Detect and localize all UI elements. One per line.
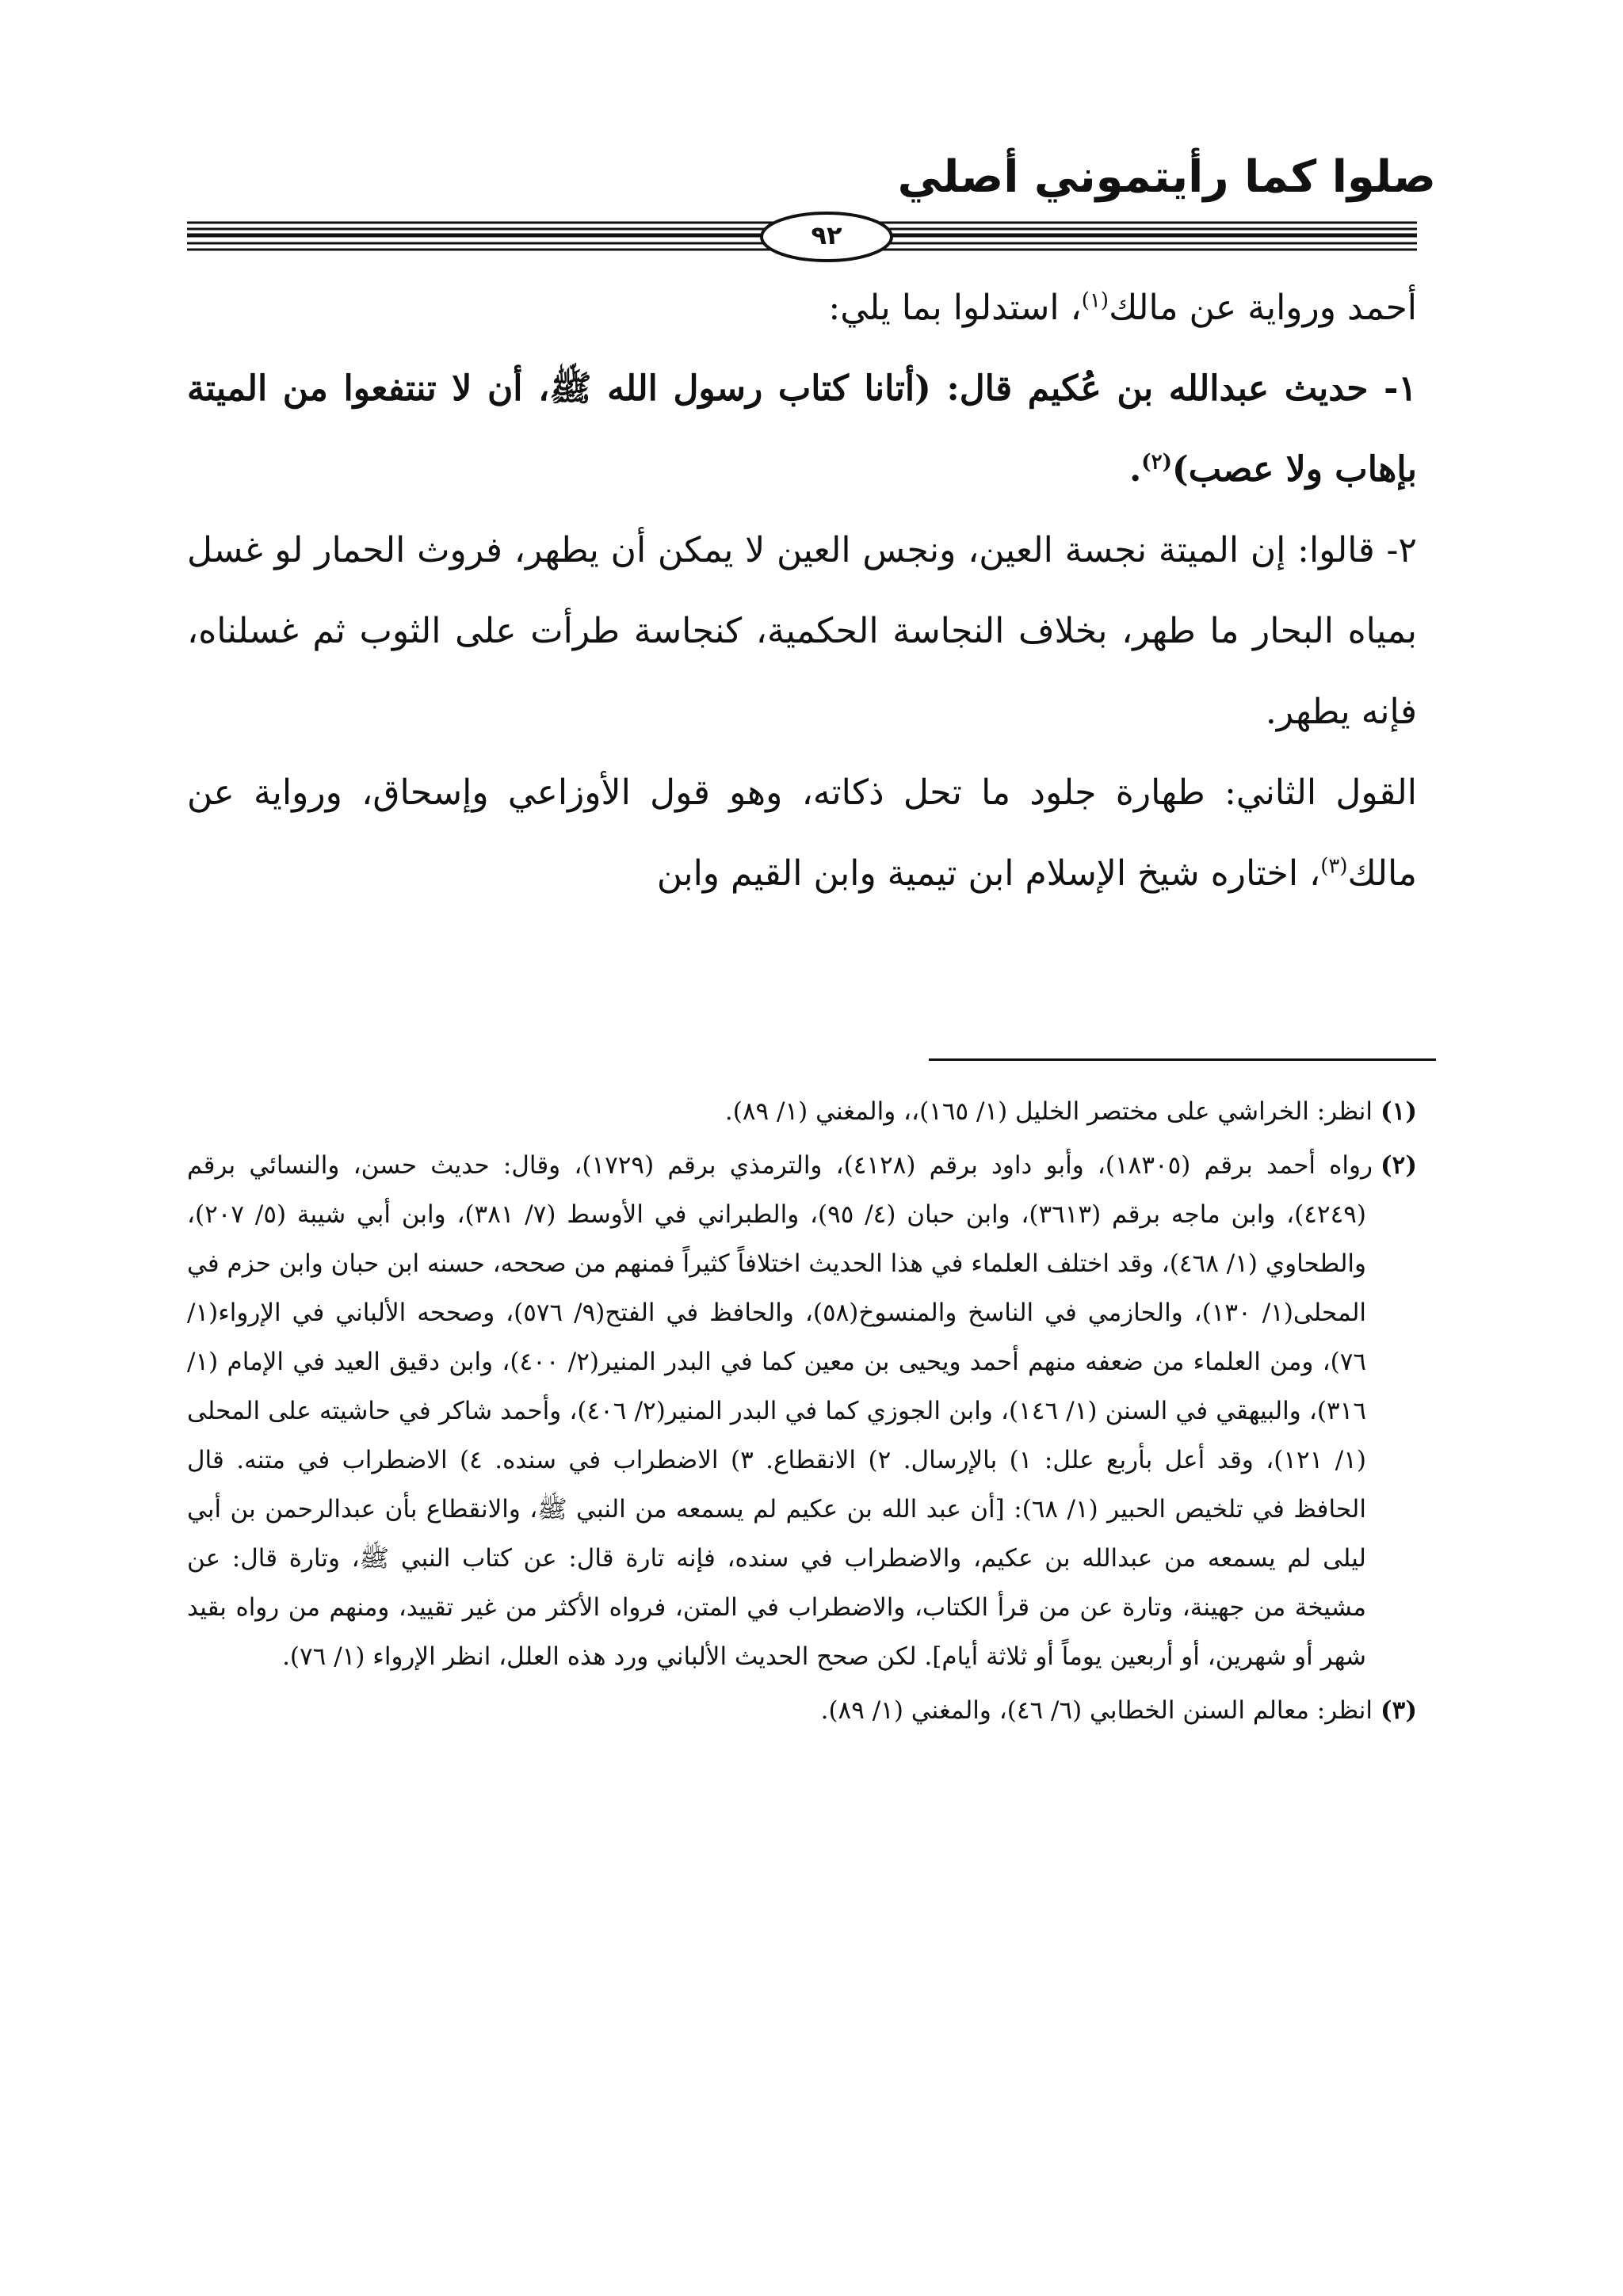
- footnote-ref-3: (٣): [1320, 854, 1348, 879]
- p4-tail: ، اختاره شيخ الإسلام ابن تيمية وابن القيم وابن: [656, 853, 1321, 894]
- footnote-ref-1: (١): [1081, 288, 1109, 313]
- p1-text: أحمد ورواية عن مالك: [1109, 288, 1417, 328]
- main-text: [187, 268, 1417, 914]
- p4-text: القول الثاني: طهارة جلود ما تحل ذكاته، وهو قول الأوزاعي وإسحاق، ورواية عن مالك: [187, 772, 1417, 894]
- footnote-2-text: رواه أحمد برقم (١٨٣٠٥)، وأبو داود برقم (٤١٢٨)، والترمذي برقم (١٧٢٩)، وقال: حديث حسن، والنسائي برقم (٤٢٤٩)، وابن ماجه برقم (٣٦١٣)، وابن حبان (٤/ ٩٥)، والطبراني في الأوسط (٧/ ٣٨١)، وابن أبي شيبة (٥/ ٢٠٧)، والطحاوي (١/ ٤٦٨)، وقد اختلف العلماء في هذا الحديث اختلافاً كثيراً فمنهم من صححه، حسنه ابن حبان وابن حزم في المحلى(١/ ١٣٠)، والحازمي في الناسخ والمنسوخ(٥٨)، والحافظ في الفتح(٩/ ٥٧٦)، وصححه الألباني في الإرواء(١/ ٧٦)، ومن العلماء من ضعفه منهم أحمد ويحيى بن معين كما في البدر المنير(٢/ ٤٠٠)، وابن دقيق العيد في الإمام (١/ ٣١٦)، والبيهقي في السنن (١/ ١٤٦)، وابن الجوزي كما في البدر المنير(٢/ ٤٠٦)، وأحمد شاكر في حاشيته على المحلى (١/ ١٢١)، وقد أعل بأربع علل: ١) بالإرسال. ٢) الانقطاع. ٣) الاضطراب في سنده. ٤) الاضطراب في متنه. قال الحافظ في تلخيص الحبير (١/ ٦٨): [أن عبد الله بن عكيم لم يسمعه من النبي ﷺ، والانقطاع بأن عبدالرحمن بن أبي ليلى لم يسمعه من عبدالله بن عكيم، والاضطراب في سنده، فإنه تارة قال: عن كتاب النبي ﷺ، وتارة قال: عن مشيخة من جهينة، وتارة عن من قرأ الكتاب، والاضطراب في المتن، فرواه الأكثر من غير تقييد، ومنهم من رواه بقيد شهر أو شهرين، أو أربعين يوماً أو ثلاثة أيام]. لكن صحح الحديث الألباني ورد هذه العلل، انظر الإرواء (١/ ٧٦).: [187, 1151, 1373, 1671]
- p1-tail: ، استدلوا بما يلي:: [828, 288, 1082, 328]
- book-title: صلوا كما رأيتموني أصلي: [897, 151, 1436, 203]
- footnote-ref-2: (٢): [1141, 450, 1172, 475]
- footnote-1-number: (١): [1381, 1097, 1417, 1126]
- paragraph-4: [187, 753, 1417, 914]
- footnote-3: [187, 1686, 1417, 1735]
- header-rule: [187, 208, 1417, 265]
- footnote-1-text: انظر: الخراشي على مختصر الخليل (١/ ١٦٥)،، والمغني (١/ ٨٩).: [724, 1097, 1373, 1126]
- footnote-3-text: انظر: معالم السنن الخطابي (٦/ ٤٦)، والمغني (١/ ٨٩).: [820, 1696, 1373, 1725]
- paragraph-3: ٢- قالوا: إن الميتة نجسة العين، ونجس العين لا يمكن أن يطهر، فروث الحمار لو غسل بمياه البحار ما طهر، بخلاف النجاسة الحكمية، كنجاسة طرأت على الثوب ثم غسلناه، فإنه يطهر.: [187, 530, 1417, 732]
- footnote-1: [187, 1087, 1417, 1136]
- page-number: ٩٢: [811, 220, 842, 250]
- footnote-3-number: (٣): [1381, 1696, 1417, 1725]
- p2-tail: .: [1128, 449, 1142, 490]
- p2-text: ١- حديث عبدالله بن عُكيم قال: (أتانا كتاب رسول الله ﷺ، أن لا تنتفعوا من الميتة بإهاب ولا عصب): [187, 368, 1418, 490]
- footnote-2-number: (٢): [1380, 1151, 1417, 1180]
- footnotes: [187, 1087, 1417, 1740]
- footnote-2: [187, 1141, 1417, 1681]
- paragraph-1: [187, 268, 1417, 349]
- paragraph-2: [187, 349, 1417, 510]
- footnote-separator: [929, 1058, 1436, 1061]
